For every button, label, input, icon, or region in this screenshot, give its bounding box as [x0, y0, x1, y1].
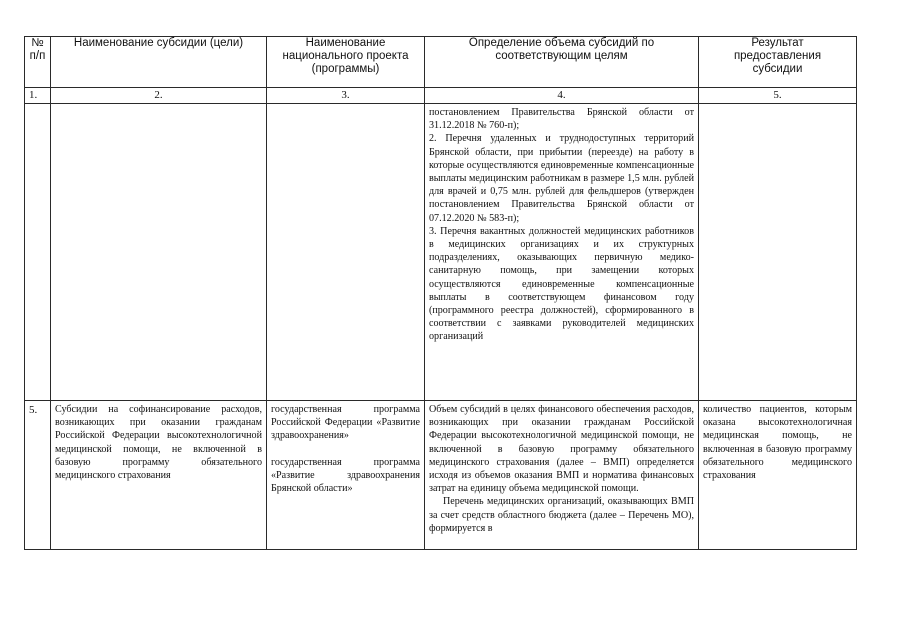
column-number-row [25, 88, 857, 104]
continued-paragraph-3: 3. Перечня вакантных должностей медицинских работников в медицинских организациях и их структурных подразделениях, оказывающих первичную медико-санитарную помощь, при замещении которых осуществляются единовременные компенсационные выплаты в соответствующем финансовом году (программного реестра должностей), сформированного в соответствии с заявками руководителей медицинских организаций [429, 225, 697, 343]
row5-number-cell [25, 401, 51, 550]
column-number-5: 5. [699, 88, 857, 104]
row5-volume-cell [425, 401, 699, 550]
table-row-5 [25, 401, 857, 550]
continued-subsidy-cell [51, 104, 267, 401]
row5-volume-paragraph-2: Перечень медицинских организаций, оказывающих ВМП за счет средств областного бюджета (далее – Перечень МО), формируется в [429, 496, 697, 534]
continued-volume-cell [425, 104, 699, 401]
continued-result-cell [699, 104, 857, 401]
row5-program-cell [267, 401, 425, 550]
column-number-3: 3. [267, 88, 425, 104]
header-volume-definition: Определение объема субсидий по соответствующим целям [425, 37, 699, 88]
row5-subsidy-cell [51, 401, 267, 550]
row5-volume-paragraph-1: Объем субсидий в целях финансового обеспечения расходов, возникающих при оказании гражданам Российской Федерации высокотехнологичной медицинской помощи, не включенной в базовую программу обязательного медицинского страхования (далее – ВМП) определяется исходя из объемов оказания ВМП и норматива финансовых затрат на единицу объема медицинской помощи. [429, 404, 697, 495]
continued-paragraph-2: 2. Перечня удаленных и труднодоступных территорий Брянской области, при прибытии (переезде) на работу в которые осуществляются единовременные компенсационные выплаты медицинским работникам в размере 1,5 млн. рублей для врачей и 0,75 млн. рублей для фельдшеров (утвержден постановлением Правительства Брянской области от 07.12.2020 № 583-п); [429, 133, 697, 224]
subsidy-table [24, 36, 857, 550]
continued-paragraph-1: постановлением Правительства Брянской области от 31.12.2018 № 760-п); [429, 107, 697, 132]
continued-project-cell [267, 104, 425, 401]
row5-program-2: государственная программа «Развитие здравоохранения Брянской области» [271, 456, 423, 495]
header-national-project: Наименование национального проекта (программы) [267, 37, 425, 88]
column-number-1: 1. [25, 88, 51, 104]
column-number-2: 2. [51, 88, 267, 104]
header-result: Результат предоставления субсидии [699, 37, 857, 88]
header-subsidy-name: Наименование субсидии (цели) [51, 37, 267, 88]
header-number: № п/п [25, 37, 51, 88]
row5-result-cell [699, 401, 857, 550]
row5-result-text: количество пациентов, которым оказана высокотехнологичная медицинская помощь, не включенная в базовую программу обязательного медицинского страхования [703, 404, 855, 482]
continued-number-cell [25, 104, 51, 401]
table-header-row [25, 37, 857, 88]
row5-subsidy-text: Субсидии на софинансирование расходов, возникающих при оказании гражданам Российской Федерации высокотехнологичной медицинской помощи, не включенной в базовую программу обязательного медицинского страхования [55, 404, 265, 482]
column-number-4: 4. [425, 88, 699, 104]
row5-number: 5. [29, 404, 38, 416]
table-row-continued [25, 104, 857, 401]
row5-program-1: государственная программа Российской Федерации «Развитие здравоохранения» [271, 404, 423, 442]
